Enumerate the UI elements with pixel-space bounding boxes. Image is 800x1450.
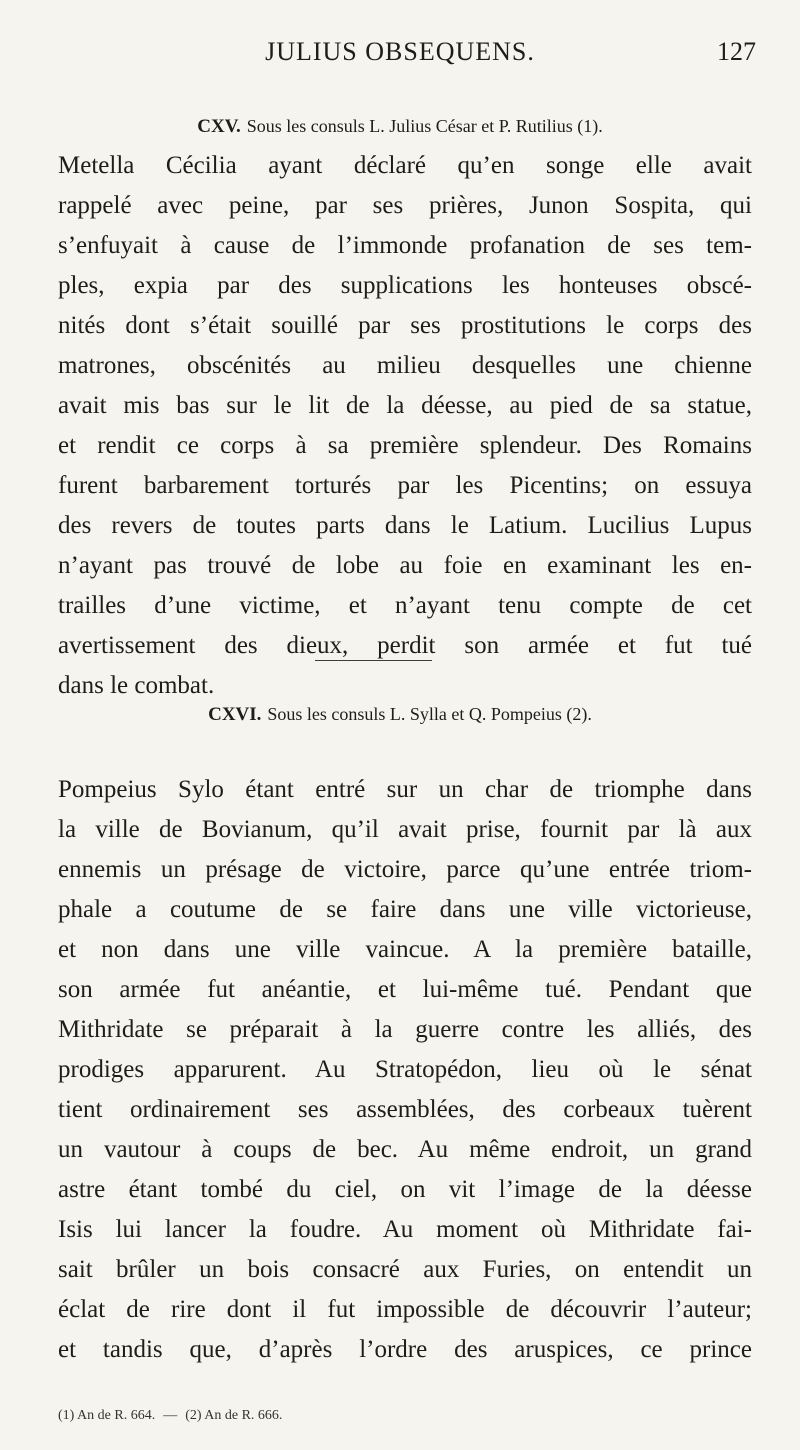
section-title: Sous les consuls L. Sylla et Q. Pompeius (2). [267,704,592,724]
text-line: ples, expia par des supplications les honteuses obscé- [58,272,752,299]
footnotes [58,1406,282,1426]
page-number: 127 [717,37,756,66]
paragraph-cxv [58,146,752,706]
text-line: la ville de Bovianum, qu’il avait prise, fournit par là aux [58,816,752,843]
running-header [0,34,800,70]
text-line: phale a coutume de se faire dans une ville victorieuse, [58,896,752,923]
text-line: prodiges apparurent. Au Stratopédon, lieu où le sénat [58,1056,752,1083]
text-line: et tandis que, d’après l’ordre des aruspices, ce prince [58,1336,752,1363]
text-line: et non dans une ville vaincue. A la première bataille, [58,936,752,963]
section-title: Sous les consuls L. Julius César et P. Rutilius (1). [246,116,603,136]
text-line: un vautour à coups de bec. Au même endroit, un grand [58,1136,752,1163]
text-line: sait brûler un bois consacré aux Furies, on entendit un [58,1256,752,1283]
footnote-2: (2) An de R. 666. [185,1408,283,1423]
running-title: JULIUS OBSEQUENS. [265,37,535,66]
text-line: avertissement des dieux, perdit son armée et fut tué [58,632,752,659]
text-line: astre étant tombé du ciel, on vit l’image de la déesse [58,1176,752,1203]
text-line: dans le combat. [58,672,215,699]
text-line: avait mis bas sur le lit de la déesse, au pied de sa statue, [58,392,752,419]
text-line: Mithridate se préparait à la guerre contre les alliés, des [58,1016,752,1043]
text-line: son armée fut anéantie, et lui-même tué. Pendant que [58,976,752,1003]
text-line: matrones, obscénités au milieu desquelles une chienne [58,352,752,379]
section-number: CXV. [197,116,241,137]
section-divider [315,660,432,661]
text-line: furent barbarement torturés par les Picentins; on essuya [58,472,752,499]
text-line: tient ordinairement ses assemblées, des corbeaux tuèrent [58,1096,752,1123]
text-line: n’ayant pas trouvé de lobe au foie en examinant les en- [58,552,752,579]
text-line: ennemis un présage de victoire, parce qu’une entrée triom- [58,856,752,883]
section-number: CXVI. [208,704,262,725]
text-line: des revers de toutes parts dans le Latium. Lucilius Lupus [58,512,752,539]
text-line: nités dont s’était souillé par ses prostitutions le corps des [58,312,752,339]
text-line: rappelé avec peine, par ses prières, Junon Sospita, qui [58,192,752,219]
text-line: Metella Cécilia ayant déclaré qu’en songe elle avait [58,152,752,179]
footnote-separator: — [163,1408,178,1423]
text-line: Isis lui lancer la foudre. Au moment où Mithridate fai- [58,1216,752,1243]
paragraph-cxvi [58,770,752,1370]
section-heading-cxvi [0,700,800,729]
text-line: et rendit ce corps à sa première splendeur. Des Romains [58,432,752,459]
footnote-1: (1) An de R. 664. [58,1408,156,1423]
text-line: trailles d’une victime, et n’ayant tenu compte de cet [58,592,752,619]
text-line: s’enfuyait à cause de l’immonde profanation de ses tem- [58,232,752,259]
section-heading-cxv [0,112,800,141]
text-line: éclat de rire dont il fut impossible de découvrir l’auteur; [58,1296,752,1323]
text-line: Pompeius Sylo étant entré sur un char de triomphe dans [58,776,752,803]
